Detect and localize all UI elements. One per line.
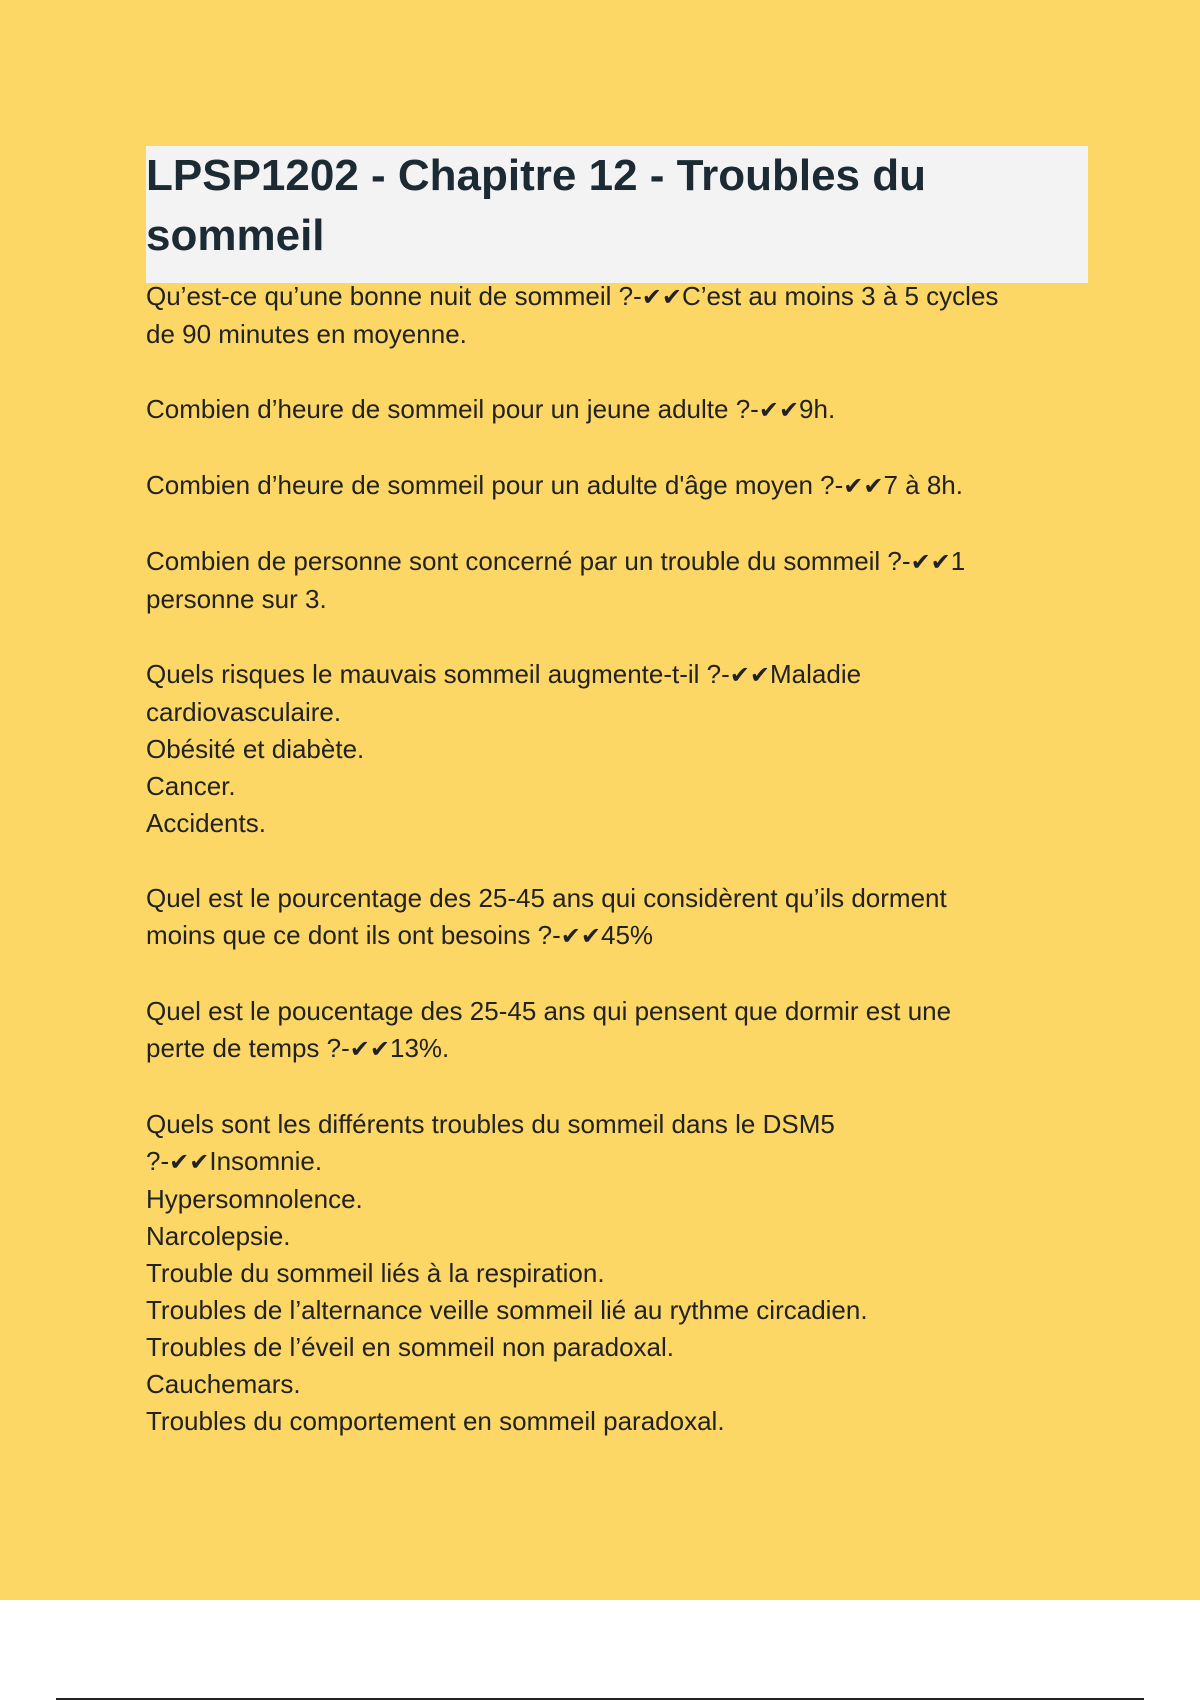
qa-item [146,1106,1096,1440]
qa-line: Obésité et diabète. [146,734,365,764]
question-text: ?- [146,1146,170,1176]
qa-line: Cauchemars. [146,1369,301,1399]
answer-text: 7 à 8h. [883,470,963,500]
qa-item [146,880,1096,955]
flashcard-list [146,278,1096,1478]
question-text: Qu’est-ce qu’une bonne nuit de sommeil ?- [146,281,642,311]
question-text: Combien de personne sont concerné par un trouble du sommeil ?- [146,546,911,576]
double-check-icon: ✔✔ [843,472,884,500]
qa-line: Troubles de l’éveil en sommeil non paradoxal. [146,1332,674,1362]
answer-text: C’est au moins 3 à 5 cycles [681,281,999,311]
qa-line [146,391,1096,429]
qa-line [146,656,1096,694]
double-check-icon: ✔✔ [758,396,800,424]
answer-text: 45% [601,920,654,950]
document-title [146,146,1088,266]
qa-line: Quel est le pourcentage des 25-45 ans qui considèrent qu’ils dorment [146,883,947,913]
qa-line: personne sur 3. [146,584,327,614]
qa-line: Trouble du sommeil liés à la respiration. [146,1258,605,1288]
question-text: perte de temps ?- [146,1033,350,1063]
qa-item [146,391,1096,429]
qa-item [146,656,1096,842]
title-box [146,146,1088,283]
qa-line: Narcolepsie. [146,1221,291,1251]
question-text: Combien d’heure de sommeil pour un adulte d'âge moyen ?- [146,470,844,500]
qa-line: Hypersomnolence. [146,1184,363,1214]
qa-line: Quels sont les différents troubles du sommeil dans le DSM5 [146,1109,835,1139]
answer-text: Maladie [770,659,862,689]
qa-item [146,278,1096,353]
qa-line [146,467,1096,505]
double-check-icon: ✔✔ [349,1035,390,1063]
double-check-icon: ✔✔ [560,922,602,950]
double-check-icon: ✔✔ [729,661,770,689]
answer-text: 13%. [390,1033,450,1063]
question-text: Quels risques le mauvais sommeil augmente-t-il ?- [146,659,730,689]
question-text: Combien d’heure de sommeil pour un jeune adulte ?- [146,394,759,424]
title-line-2: sommeil [146,211,325,260]
qa-line [146,543,1096,581]
qa-item [146,543,1096,618]
answer-text: 1 [950,546,966,576]
qa-item [146,993,1096,1068]
qa-item [146,467,1096,505]
double-check-icon: ✔✔ [641,283,682,311]
qa-line: Accidents. [146,808,266,838]
double-check-icon: ✔✔ [910,548,951,576]
title-line-1: LPSP1202 - Chapitre 12 - Troubles du [146,151,926,200]
qa-line [146,1143,1096,1181]
qa-line [146,917,1096,955]
qa-line: Troubles de l’alternance veille sommeil lié au rythme circadien. [146,1295,868,1325]
double-check-icon: ✔✔ [169,1148,210,1176]
qa-line: cardiovasculaire. [146,697,342,727]
qa-line [146,1030,1096,1068]
qa-line: Cancer. [146,771,236,801]
qa-line: de 90 minutes en moyenne. [146,319,467,349]
qa-line: Troubles du comportement en sommeil paradoxal. [146,1406,725,1436]
qa-line: Quel est le poucentage des 25-45 ans qui pensent que dormir est une [146,996,952,1026]
answer-text: Insomnie. [209,1146,323,1176]
qa-line [146,278,1096,316]
answer-text: 9h. [799,394,836,424]
question-text: moins que ce dont ils ont besoins ?- [146,920,561,950]
